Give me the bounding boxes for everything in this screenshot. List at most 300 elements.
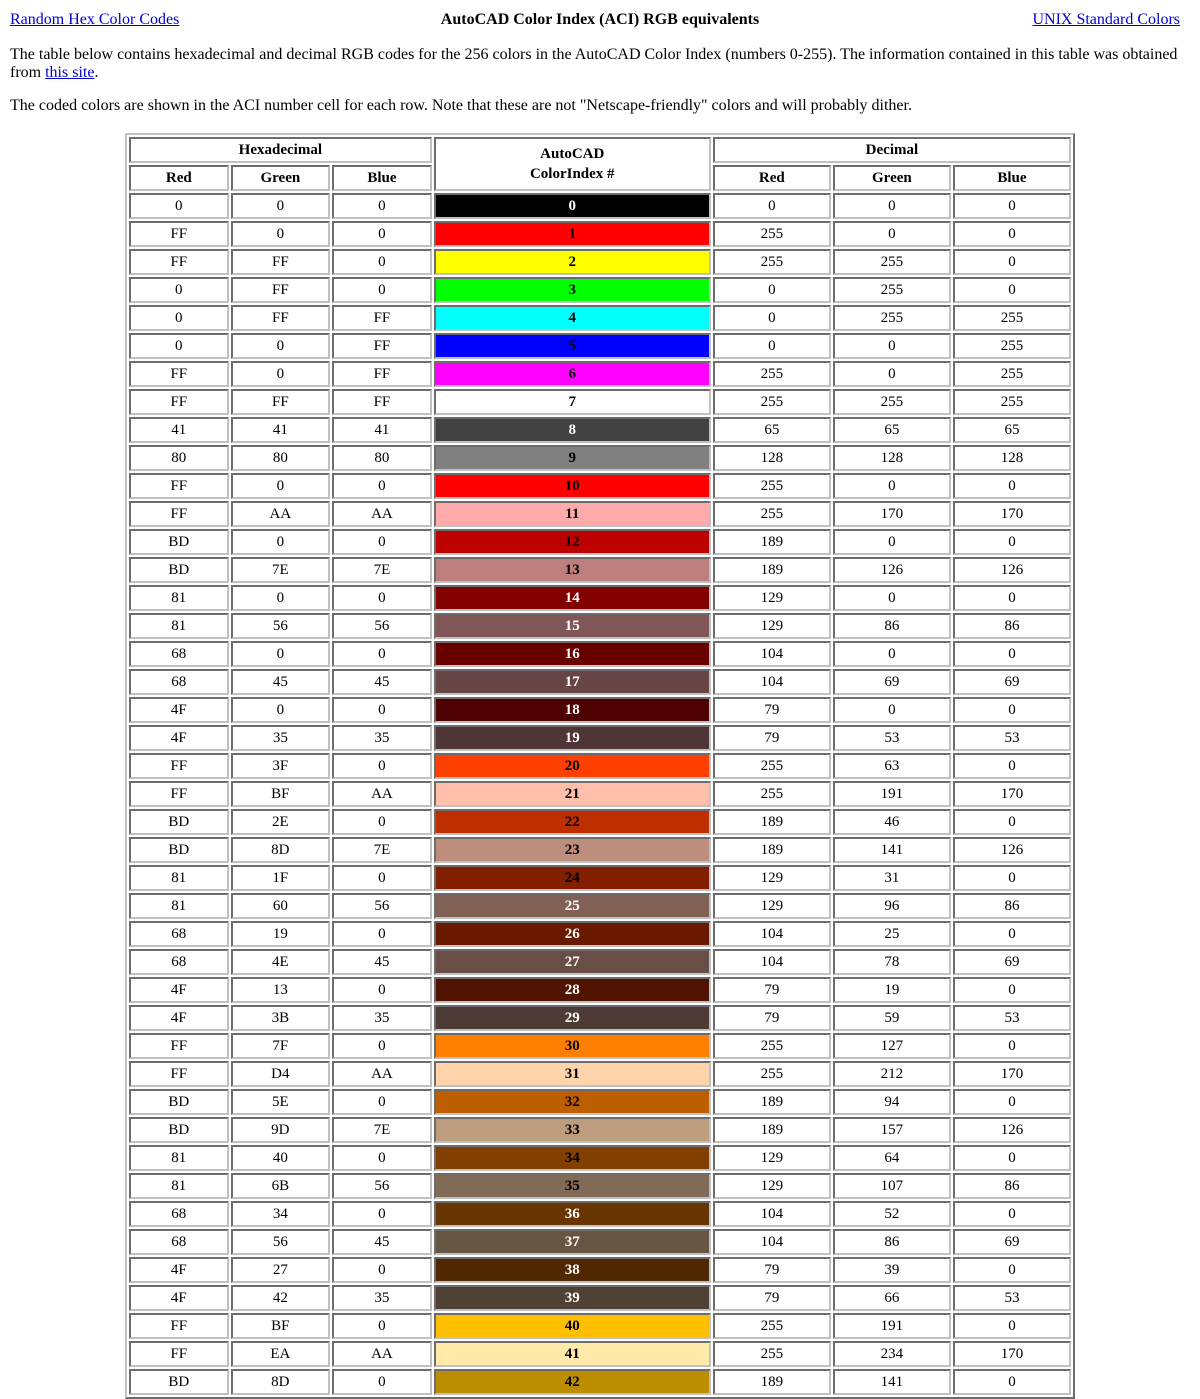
cell-dec-blue: 0 (953, 249, 1071, 275)
cell-dec-green: 69 (833, 669, 951, 695)
table-row (129, 1369, 1071, 1395)
cell-dec-green: 157 (833, 1117, 951, 1143)
cell-dec-blue: 0 (953, 1089, 1071, 1115)
cell-hex-green: 4E (231, 949, 331, 975)
cell-dec-blue: 170 (953, 781, 1071, 807)
cell-aci-swatch: 33 (434, 1117, 711, 1143)
cell-dec-red: 65 (713, 417, 831, 443)
cell-hex-red: 81 (129, 613, 229, 639)
cell-hex-blue: 0 (332, 1369, 432, 1395)
cell-dec-blue: 69 (953, 949, 1071, 975)
table-row (129, 1285, 1071, 1311)
table-row (129, 781, 1071, 807)
cell-dec-red: 104 (713, 949, 831, 975)
cell-hex-green: 5E (231, 1089, 331, 1115)
header-decimal: Decimal (713, 137, 1071, 163)
cell-hex-red: 81 (129, 865, 229, 891)
cell-hex-red: 0 (129, 333, 229, 359)
cell-hex-red: FF (129, 361, 229, 387)
cell-hex-green: 13 (231, 977, 331, 1003)
cell-dec-blue: 0 (953, 641, 1071, 667)
cell-hex-green: 35 (231, 725, 331, 751)
cell-hex-blue: 0 (332, 1089, 432, 1115)
cell-hex-green: AA (231, 501, 331, 527)
cell-hex-red: BD (129, 837, 229, 863)
cell-aci-swatch: 41 (434, 1341, 711, 1367)
cell-hex-green: 42 (231, 1285, 331, 1311)
cell-hex-green: 27 (231, 1257, 331, 1283)
cell-hex-red: FF (129, 473, 229, 499)
cell-hex-green: 0 (231, 193, 331, 219)
cell-hex-green: 45 (231, 669, 331, 695)
cell-hex-red: FF (129, 753, 229, 779)
cell-hex-red: 0 (129, 305, 229, 331)
cell-dec-blue: 53 (953, 1285, 1071, 1311)
cell-dec-green: 0 (833, 221, 951, 247)
table-row (129, 725, 1071, 751)
cell-dec-red: 129 (713, 865, 831, 891)
cell-dec-green: 19 (833, 977, 951, 1003)
cell-dec-red: 0 (713, 277, 831, 303)
cell-hex-red: BD (129, 1089, 229, 1115)
cell-dec-blue: 0 (953, 473, 1071, 499)
cell-hex-blue: 0 (332, 1033, 432, 1059)
cell-hex-red: 81 (129, 585, 229, 611)
cell-hex-green: D4 (231, 1061, 331, 1087)
cell-dec-green: 212 (833, 1061, 951, 1087)
cell-dec-red: 255 (713, 389, 831, 415)
cell-dec-red: 79 (713, 977, 831, 1003)
cell-dec-green: 86 (833, 613, 951, 639)
cell-hex-green: 8D (231, 837, 331, 863)
cell-dec-red: 189 (713, 1369, 831, 1395)
cell-hex-green: FF (231, 249, 331, 275)
cell-dec-green: 141 (833, 837, 951, 863)
table-row (129, 501, 1071, 527)
cell-hex-blue: 7E (332, 557, 432, 583)
cell-hex-red: 68 (129, 641, 229, 667)
header-aci-colorindex (434, 137, 711, 191)
table-row (129, 893, 1071, 919)
table-row (129, 1257, 1071, 1283)
cell-hex-blue: 7E (332, 837, 432, 863)
cell-dec-green: 255 (833, 277, 951, 303)
cell-hex-green: 8D (231, 1369, 331, 1395)
cell-hex-blue: AA (332, 1061, 432, 1087)
cell-dec-green: 234 (833, 1341, 951, 1367)
cell-aci-swatch: 19 (434, 725, 711, 751)
cell-hex-blue: 0 (332, 277, 432, 303)
cell-dec-red: 129 (713, 1145, 831, 1171)
cell-hex-green: 3F (231, 753, 331, 779)
header-dec-red: Red (713, 165, 831, 191)
cell-dec-blue: 0 (953, 1257, 1071, 1283)
header-aci-line1: AutoCAD (540, 146, 605, 163)
cell-dec-blue: 0 (953, 1145, 1071, 1171)
cell-hex-blue: 0 (332, 1145, 432, 1171)
cell-dec-green: 107 (833, 1173, 951, 1199)
cell-dec-green: 52 (833, 1201, 951, 1227)
cell-hex-blue: 56 (332, 613, 432, 639)
cell-dec-red: 104 (713, 641, 831, 667)
cell-aci-swatch: 11 (434, 501, 711, 527)
cell-dec-blue: 0 (953, 753, 1071, 779)
cell-dec-blue: 126 (953, 837, 1071, 863)
cell-aci-swatch: 29 (434, 1005, 711, 1031)
cell-dec-blue: 170 (953, 1341, 1071, 1367)
cell-dec-green: 170 (833, 501, 951, 527)
cell-hex-green: 56 (231, 613, 331, 639)
cell-hex-red: BD (129, 1369, 229, 1395)
cell-hex-green: 0 (231, 697, 331, 723)
cell-dec-red: 104 (713, 1229, 831, 1255)
table-row (129, 1173, 1071, 1199)
table-row (129, 641, 1071, 667)
cell-hex-blue: 0 (332, 697, 432, 723)
cell-dec-red: 189 (713, 529, 831, 555)
cell-dec-blue: 69 (953, 1229, 1071, 1255)
cell-hex-red: FF (129, 781, 229, 807)
cell-hex-blue: 0 (332, 193, 432, 219)
this-site-link[interactable]: this site (45, 64, 95, 82)
cell-hex-red: 4F (129, 1005, 229, 1031)
cell-hex-blue: 80 (332, 445, 432, 471)
cell-hex-blue: AA (332, 501, 432, 527)
cell-dec-blue: 255 (953, 361, 1071, 387)
intro-paragraph-1 (10, 46, 1190, 83)
cell-aci-swatch: 1 (434, 221, 711, 247)
cell-dec-red: 79 (713, 1285, 831, 1311)
cell-hex-blue: 0 (332, 641, 432, 667)
cell-hex-blue: 0 (332, 585, 432, 611)
cell-aci-swatch: 4 (434, 305, 711, 331)
cell-dec-blue: 0 (953, 697, 1071, 723)
cell-hex-red: 4F (129, 1285, 229, 1311)
cell-aci-swatch: 38 (434, 1257, 711, 1283)
cell-dec-blue: 255 (953, 333, 1071, 359)
cell-hex-green: 3B (231, 1005, 331, 1031)
top-navigation-bar (10, 8, 1190, 32)
cell-dec-blue: 0 (953, 1369, 1071, 1395)
cell-dec-blue: 0 (953, 529, 1071, 555)
cell-dec-red: 255 (713, 501, 831, 527)
table-row (129, 445, 1071, 471)
cell-hex-blue: 35 (332, 1005, 432, 1031)
cell-hex-red: FF (129, 1341, 229, 1367)
table-row (129, 333, 1071, 359)
cell-dec-red: 189 (713, 837, 831, 863)
page-title: AutoCAD Color Index (ACI) RGB equivalents (440, 11, 760, 28)
cell-dec-green: 78 (833, 949, 951, 975)
cell-aci-swatch: 23 (434, 837, 711, 863)
cell-dec-blue: 0 (953, 1033, 1071, 1059)
cell-hex-red: 4F (129, 1257, 229, 1283)
cell-dec-red: 255 (713, 473, 831, 499)
cell-dec-green: 39 (833, 1257, 951, 1283)
cell-dec-red: 0 (713, 333, 831, 359)
cell-hex-red: 80 (129, 445, 229, 471)
cell-hex-blue: 0 (332, 865, 432, 891)
header-dec-green: Green (833, 165, 951, 191)
cell-hex-red: BD (129, 1117, 229, 1143)
cell-hex-green: 56 (231, 1229, 331, 1255)
cell-hex-red: 68 (129, 669, 229, 695)
cell-dec-green: 191 (833, 1313, 951, 1339)
cell-aci-swatch: 5 (434, 333, 711, 359)
table-row (129, 837, 1071, 863)
table-row (129, 361, 1071, 387)
unix-standard-colors-link[interactable]: UNIX Standard Colors (1032, 11, 1180, 28)
cell-dec-blue: 69 (953, 669, 1071, 695)
cell-hex-green: 7E (231, 557, 331, 583)
cell-aci-swatch: 2 (434, 249, 711, 275)
table-body (129, 193, 1071, 1395)
header-hexadecimal: Hexadecimal (129, 137, 432, 163)
cell-aci-swatch: 21 (434, 781, 711, 807)
cell-dec-blue: 0 (953, 1201, 1071, 1227)
cell-dec-green: 0 (833, 333, 951, 359)
cell-aci-swatch: 20 (434, 753, 711, 779)
table-row (129, 613, 1071, 639)
cell-aci-swatch: 28 (434, 977, 711, 1003)
cell-hex-green: 60 (231, 893, 331, 919)
cell-dec-blue: 86 (953, 1173, 1071, 1199)
cell-hex-red: BD (129, 809, 229, 835)
cell-hex-green: 2E (231, 809, 331, 835)
cell-hex-blue: 0 (332, 809, 432, 835)
cell-hex-green: 0 (231, 473, 331, 499)
cell-aci-swatch: 31 (434, 1061, 711, 1087)
cell-hex-green: 9D (231, 1117, 331, 1143)
header-aci-line2: ColorIndex # (529, 166, 615, 183)
cell-hex-blue: 0 (332, 1313, 432, 1339)
cell-dec-red: 129 (713, 893, 831, 919)
cell-hex-blue: 56 (332, 1173, 432, 1199)
cell-aci-swatch: 30 (434, 1033, 711, 1059)
cell-hex-blue: FF (332, 333, 432, 359)
cell-hex-green: 0 (231, 333, 331, 359)
cell-dec-green: 25 (833, 921, 951, 947)
cell-hex-red: FF (129, 221, 229, 247)
cell-dec-red: 0 (713, 305, 831, 331)
table-row (129, 865, 1071, 891)
table-row (129, 1061, 1071, 1087)
table-row (129, 221, 1071, 247)
cell-dec-green: 141 (833, 1369, 951, 1395)
cell-dec-red: 104 (713, 1201, 831, 1227)
cell-dec-green: 94 (833, 1089, 951, 1115)
cell-dec-green: 255 (833, 389, 951, 415)
cell-aci-swatch: 32 (434, 1089, 711, 1115)
cell-hex-blue: 0 (332, 529, 432, 555)
cell-hex-blue: 0 (332, 977, 432, 1003)
cell-dec-red: 129 (713, 1173, 831, 1199)
table-row (129, 277, 1071, 303)
table-row (129, 389, 1071, 415)
cell-hex-green: EA (231, 1341, 331, 1367)
cell-hex-blue: 0 (332, 753, 432, 779)
cell-dec-red: 255 (713, 1313, 831, 1339)
cell-aci-swatch: 39 (434, 1285, 711, 1311)
table-row (129, 1005, 1071, 1031)
cell-hex-blue: 45 (332, 949, 432, 975)
cell-hex-blue: FF (332, 389, 432, 415)
cell-aci-swatch: 16 (434, 641, 711, 667)
intro-paragraph-1-suffix: . (94, 64, 99, 82)
cell-dec-green: 0 (833, 641, 951, 667)
cell-dec-blue: 86 (953, 613, 1071, 639)
table-row (129, 557, 1071, 583)
cell-aci-swatch: 26 (434, 921, 711, 947)
cell-hex-blue: 0 (332, 221, 432, 247)
cell-dec-blue: 0 (953, 921, 1071, 947)
cell-aci-swatch: 17 (434, 669, 711, 695)
cell-hex-blue: 56 (332, 893, 432, 919)
cell-hex-green: 0 (231, 221, 331, 247)
cell-dec-green: 65 (833, 417, 951, 443)
cell-hex-green: FF (231, 305, 331, 331)
cell-hex-blue: 0 (332, 473, 432, 499)
cell-dec-blue: 0 (953, 977, 1071, 1003)
header-hex-green: Green (231, 165, 331, 191)
table-row (129, 305, 1071, 331)
cell-dec-blue: 0 (953, 865, 1071, 891)
cell-aci-swatch: 34 (434, 1145, 711, 1171)
table-row (129, 585, 1071, 611)
cell-aci-swatch: 18 (434, 697, 711, 723)
cell-dec-blue: 0 (953, 277, 1071, 303)
cell-dec-red: 255 (713, 781, 831, 807)
cell-dec-red: 189 (713, 557, 831, 583)
cell-hex-red: 68 (129, 1201, 229, 1227)
cell-dec-red: 0 (713, 193, 831, 219)
cell-aci-swatch: 7 (434, 389, 711, 415)
cell-dec-blue: 0 (953, 1313, 1071, 1339)
cell-dec-green: 0 (833, 529, 951, 555)
table-row (129, 249, 1071, 275)
cell-aci-swatch: 27 (434, 949, 711, 975)
cell-hex-green: 0 (231, 585, 331, 611)
cell-dec-green: 0 (833, 361, 951, 387)
cell-hex-green: 19 (231, 921, 331, 947)
cell-aci-swatch: 24 (434, 865, 711, 891)
table-row (129, 809, 1071, 835)
cell-hex-red: FF (129, 1061, 229, 1087)
cell-aci-swatch: 22 (434, 809, 711, 835)
cell-hex-green: BF (231, 1313, 331, 1339)
table-row (129, 1313, 1071, 1339)
table-head (129, 137, 1071, 191)
cell-aci-swatch: 6 (434, 361, 711, 387)
cell-dec-red: 255 (713, 249, 831, 275)
header-dec-blue: Blue (953, 165, 1071, 191)
table-row (129, 417, 1071, 443)
cell-aci-swatch: 15 (434, 613, 711, 639)
cell-hex-red: 68 (129, 1229, 229, 1255)
cell-aci-swatch: 35 (434, 1173, 711, 1199)
cell-hex-green: 40 (231, 1145, 331, 1171)
cell-dec-green: 0 (833, 697, 951, 723)
cell-hex-green: 80 (231, 445, 331, 471)
table-row (129, 1145, 1071, 1171)
cell-aci-swatch: 0 (434, 193, 711, 219)
table-row (129, 1201, 1071, 1227)
cell-hex-blue: 41 (332, 417, 432, 443)
table-row (129, 473, 1071, 499)
table-row (129, 1341, 1071, 1367)
cell-dec-blue: 0 (953, 809, 1071, 835)
cell-aci-swatch: 42 (434, 1369, 711, 1395)
cell-hex-green: 41 (231, 417, 331, 443)
cell-aci-swatch: 25 (434, 893, 711, 919)
header-hex-blue: Blue (332, 165, 432, 191)
cell-hex-green: 6B (231, 1173, 331, 1199)
cell-dec-blue: 255 (953, 389, 1071, 415)
cell-hex-blue: 0 (332, 249, 432, 275)
cell-aci-swatch: 10 (434, 473, 711, 499)
cell-dec-blue: 255 (953, 305, 1071, 331)
table-row (129, 1117, 1071, 1143)
table-row (129, 697, 1071, 723)
cell-dec-red: 255 (713, 1061, 831, 1087)
cell-hex-red: BD (129, 557, 229, 583)
table-row (129, 753, 1071, 779)
aci-table-container (10, 133, 1190, 1399)
group-header-row (129, 137, 1071, 163)
cell-dec-red: 79 (713, 1005, 831, 1031)
cell-dec-blue: 0 (953, 585, 1071, 611)
table-row (129, 921, 1071, 947)
cell-hex-red: FF (129, 1033, 229, 1059)
cell-hex-blue: 7E (332, 1117, 432, 1143)
cell-hex-green: 1F (231, 865, 331, 891)
cell-hex-red: FF (129, 389, 229, 415)
cell-aci-swatch: 13 (434, 557, 711, 583)
cell-hex-red: 41 (129, 417, 229, 443)
cell-dec-red: 255 (713, 361, 831, 387)
cell-hex-blue: 0 (332, 921, 432, 947)
table-row (129, 949, 1071, 975)
cell-dec-blue: 53 (953, 1005, 1071, 1031)
cell-dec-blue: 126 (953, 557, 1071, 583)
cell-dec-green: 255 (833, 249, 951, 275)
cell-hex-blue: 0 (332, 1201, 432, 1227)
cell-aci-swatch: 3 (434, 277, 711, 303)
table-row (129, 529, 1071, 555)
random-hex-color-codes-link[interactable]: Random Hex Color Codes (10, 11, 180, 28)
cell-hex-red: 4F (129, 977, 229, 1003)
cell-hex-blue: FF (332, 361, 432, 387)
cell-hex-red: FF (129, 501, 229, 527)
cell-hex-red: FF (129, 249, 229, 275)
cell-hex-blue: 0 (332, 1257, 432, 1283)
aci-color-table (125, 133, 1075, 1399)
cell-dec-blue: 126 (953, 1117, 1071, 1143)
intro-paragraph-1-text: The table below contains hexadecimal and decimal RGB codes for the 256 colors in the AutoCAD Color Index (numbers 0-255). The information contained in this table was obtained from (10, 46, 1178, 82)
cell-dec-green: 0 (833, 193, 951, 219)
cell-dec-red: 79 (713, 1257, 831, 1283)
table-row (129, 1089, 1071, 1115)
cell-aci-swatch: 36 (434, 1201, 711, 1227)
cell-dec-green: 59 (833, 1005, 951, 1031)
cell-dec-blue: 0 (953, 193, 1071, 219)
cell-dec-red: 255 (713, 221, 831, 247)
cell-hex-blue: 35 (332, 725, 432, 751)
cell-dec-green: 127 (833, 1033, 951, 1059)
cell-dec-red: 128 (713, 445, 831, 471)
intro-paragraph-2: The coded colors are shown in the ACI number cell for each row. Note that these are not "Netscape-friendly" colors and will probably dither. (10, 96, 912, 114)
cell-aci-swatch: 40 (434, 1313, 711, 1339)
